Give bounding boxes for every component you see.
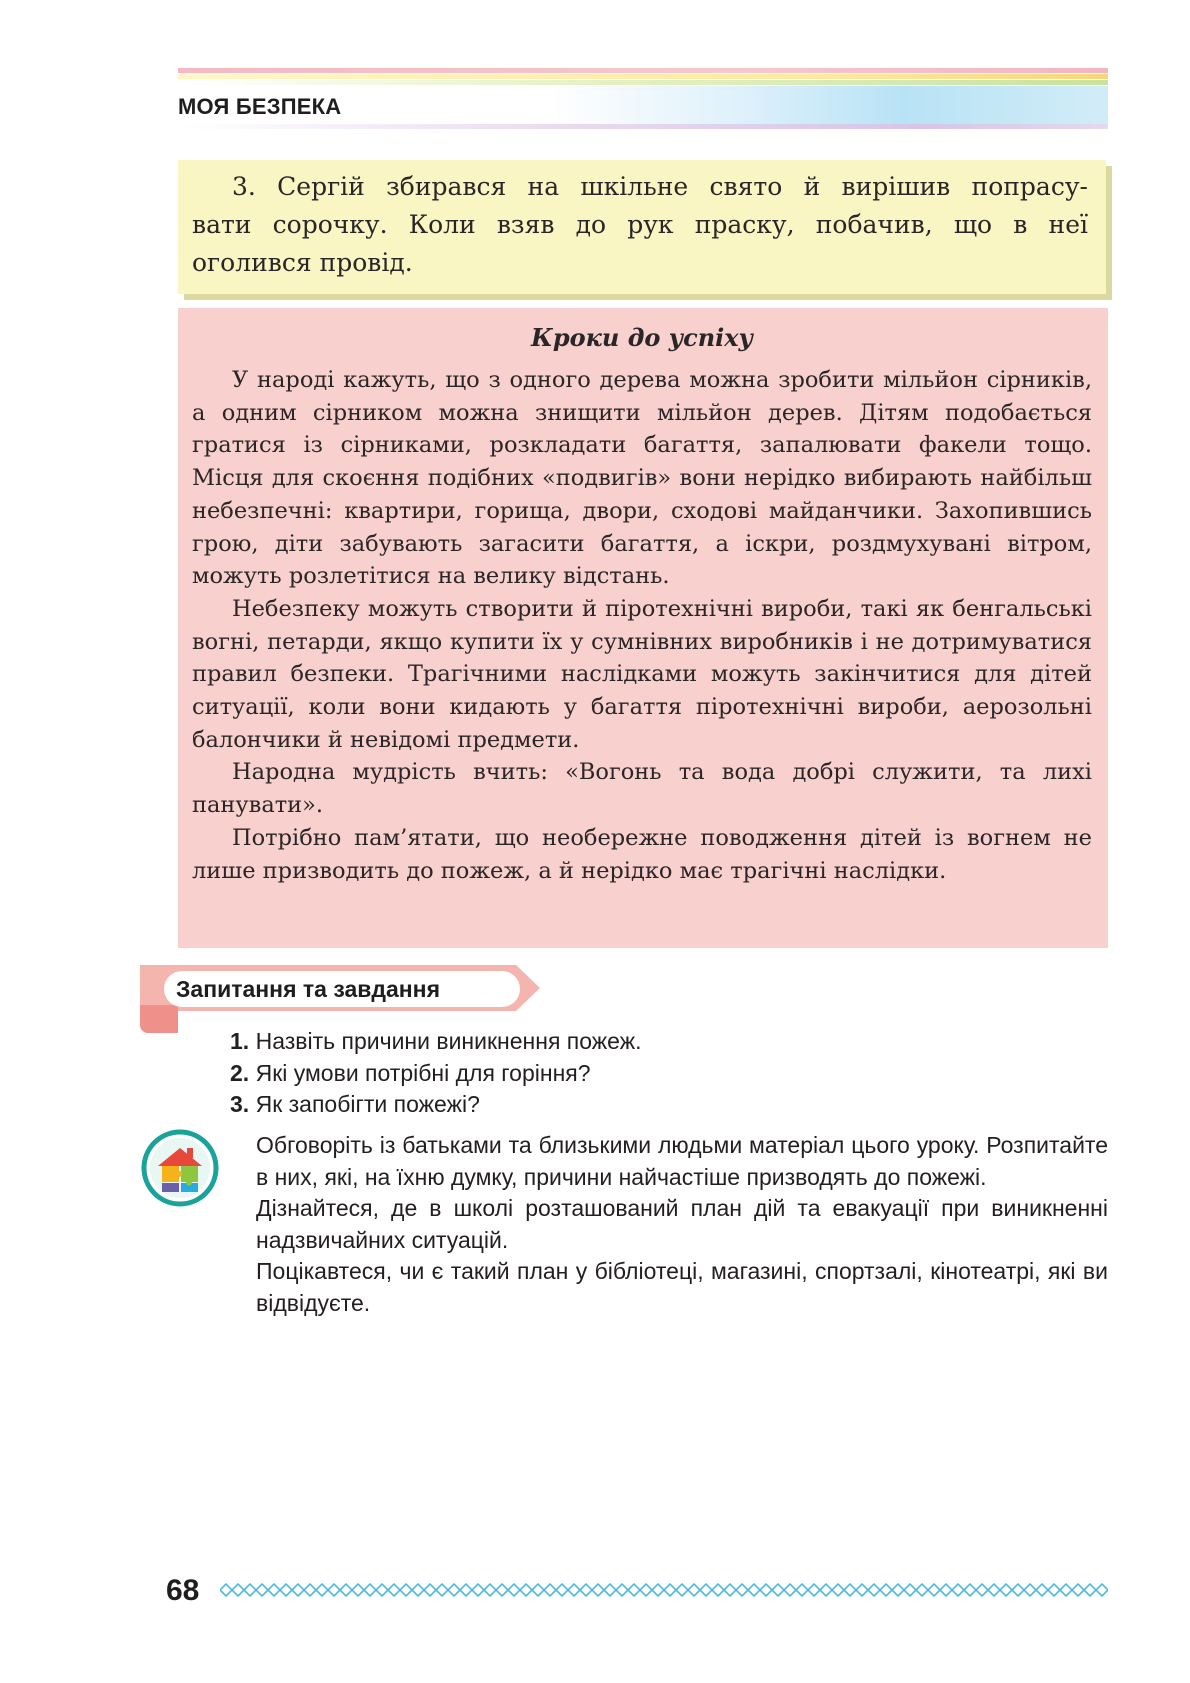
family-home-icon [140, 1128, 220, 1208]
header-stripe-yellow [178, 74, 1108, 79]
steps-paragraph: У народі кажуть, що з одного дерева можна зробити мільйон сірників, а одним сірником можна знищити мільйон дерев. Дітям подобається гратися із сірниками, розкладати багаття, запалювати факели тощо. Місця для скоєння подібних «подвигів» вони нерідко вибирають найбільш небезпечні: квартири, горища, двори, сходові майданчики. Захопившись грою, діти забувають загасити багаття, а іскри, роздмухувані вітром, можуть розлетітися на велику відстань. [192, 367, 1092, 590]
header-stripe-lavender [178, 124, 1108, 129]
questions-list [230, 1026, 641, 1121]
header-stripe-pink [178, 68, 1108, 73]
header-stripe-green [178, 80, 1108, 85]
steps-paragraph: Народна мудрість вчить: «Вогонь та вода добрі служити, та лихі панувати». [192, 759, 1092, 819]
task-line: вати сорочку. Коли взяв до рук праску, побачив, що в неї [192, 210, 1088, 239]
steps-paragraph: Небезпеку можуть створити й піротехнічні вироби, такі як бенгальські вогні, петарди, якщо купити їх у сумнівних виробників і не дотримуватися правил безпеки. Трагічними наслідками можуть закінчитися для дітей ситуації, коли вони кидають у багаття піротехнічні вироби, аерозольні балончики й невідомі предмети. [192, 595, 1092, 753]
page-number: 68 [166, 1574, 200, 1607]
discussion-paragraph: Поцікавтеся, чи є такий план у бібліотеці, магазині, спортзалі, кінотеатрі, які ви відвідуєте. [256, 1258, 1108, 1316]
footer-chain-ornament [220, 1582, 1108, 1598]
steps-box-title: Кроки до успіху [531, 323, 753, 352]
question-item: 3. Як запобігти пожежі? [230, 1091, 480, 1117]
section-title: МОЯ БЕЗПЕКА [178, 94, 342, 119]
discussion-paragraph: Дізнайтеся, де в школі розташований план дій та евакуації при виникненні надзвичайних ситуацій. [256, 1195, 1108, 1253]
steps-box [178, 308, 1108, 948]
question-item: 1. Назвіть причини виникнення пожеж. [230, 1028, 642, 1054]
task-line: 3. Сергій збирався на шкільне свято й вирішив попрасу- [232, 172, 1088, 201]
steps-paragraph: Потрібно пам’ятати, що необережне поводження дітей із вогнем не лише призводить до пожеж, а й нерідко має трагічні наслідки. [192, 824, 1092, 884]
task-line: оголився провід. [192, 248, 413, 277]
task-box [178, 160, 1106, 294]
discussion-block [256, 1130, 1108, 1320]
question-item: 2. Які умови потрібні для горіння? [230, 1059, 591, 1086]
discussion-paragraph: Обговоріть із батьками та близькими людьми матеріал цього уроку. Розпитайте в них, які, на їхню думку, причини найчастіше призводять до пожежі. [256, 1132, 1108, 1190]
questions-title: Запитання та завдання [176, 976, 440, 1002]
questions-banner-fold [140, 1005, 178, 1033]
